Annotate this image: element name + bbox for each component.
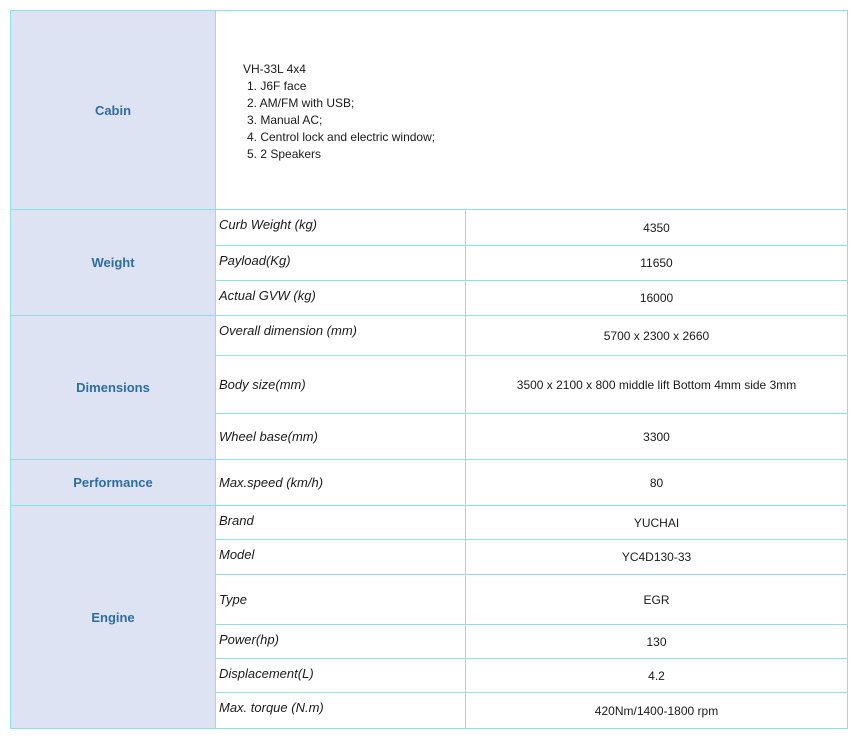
cabin-model-line: VH-33L 4x4 — [243, 62, 306, 76]
spec-label: Power(hp) — [216, 625, 466, 659]
cabin-feature: 1. J6F face — [247, 79, 307, 93]
spec-value: YUCHAI — [466, 506, 848, 540]
spec-label: Overall dimension (mm) — [216, 316, 466, 356]
spec-label: Payload(Kg) — [216, 246, 466, 281]
spec-value: 3500 x 2100 x 800 middle lift Bottom 4mm side 3mm — [466, 356, 848, 414]
spec-label: Type — [216, 575, 466, 625]
cabin-feature: 2. AM/FM with USB; — [247, 96, 355, 110]
spec-value: 16000 — [466, 281, 848, 316]
spec-label: Model — [216, 540, 466, 575]
cabin-feature: 5. 2 Speakers — [247, 147, 322, 161]
spec-value: 11650 — [466, 246, 848, 281]
spec-label: Curb Weight (kg) — [216, 210, 466, 246]
spec-value: 5700 x 2300 x 2660 — [466, 316, 848, 356]
spec-value: 4350 — [466, 210, 848, 246]
cabin-feature: 4. Centrol lock and electric window; — [247, 130, 436, 144]
spec-value: 420Nm/1400-1800 rpm — [466, 693, 848, 729]
cabin-row — [11, 11, 848, 210]
category-engine: Engine — [11, 506, 216, 729]
cabin-description — [216, 11, 848, 210]
spec-value: YC4D130-33 — [466, 540, 848, 575]
spec-label: Displacement(L) — [216, 659, 466, 693]
table-row — [11, 210, 848, 246]
spec-value: 4.2 — [466, 659, 848, 693]
spec-label: Body size(mm) — [216, 356, 466, 414]
category-dimensions: Dimensions — [11, 316, 216, 460]
spec-value: 130 — [466, 625, 848, 659]
category-weight: Weight — [11, 210, 216, 316]
cabin-feature-list — [243, 78, 847, 163]
spec-label: Max. torque (N.m) — [216, 693, 466, 729]
spec-table — [10, 10, 848, 729]
table-row — [11, 506, 848, 540]
cabin-feature: 3. Manual AC; — [247, 113, 323, 127]
category-cabin: Cabin — [11, 11, 216, 210]
spec-label: Max.speed (km/h) — [216, 460, 466, 506]
table-row — [11, 460, 848, 506]
table-row — [11, 316, 848, 356]
spec-label: Brand — [216, 506, 466, 540]
category-performance: Performance — [11, 460, 216, 506]
spec-value: EGR — [466, 575, 848, 625]
spec-label: Wheel base(mm) — [216, 414, 466, 460]
spec-value: 3300 — [466, 414, 848, 460]
spec-value: 80 — [466, 460, 848, 506]
spec-label: Actual GVW (kg) — [216, 281, 466, 316]
